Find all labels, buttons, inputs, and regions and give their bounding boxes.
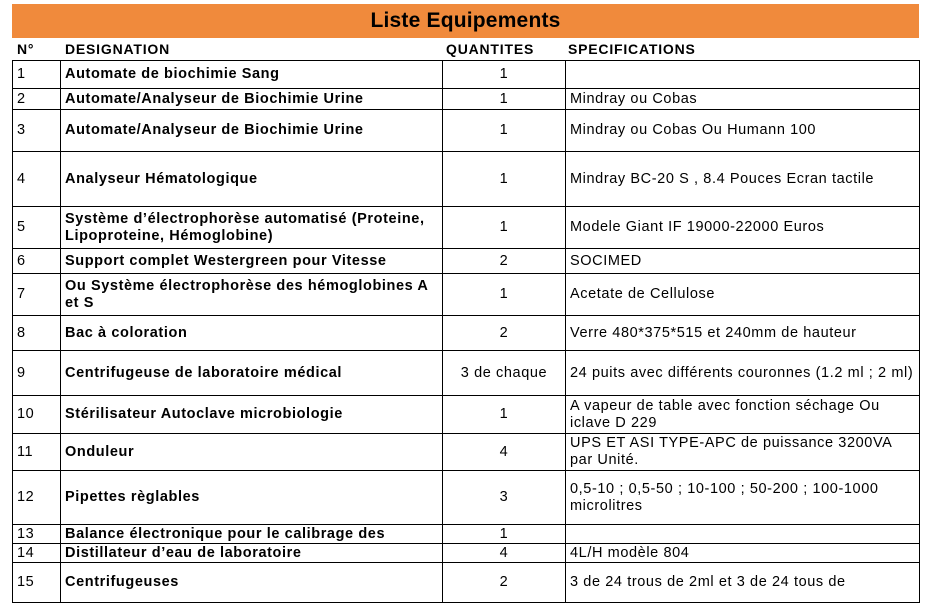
row-quantite: 1 xyxy=(443,207,566,249)
header-designation: DESIGNATION xyxy=(65,41,170,57)
row-num: 14 xyxy=(13,544,61,563)
row-specification: Verre 480*375*515 et 240mm de hauteur xyxy=(566,316,920,351)
header-num: N° xyxy=(17,41,35,57)
row-specification: Acetate de Cellulose xyxy=(566,274,920,316)
table-row xyxy=(13,316,920,351)
table-row xyxy=(13,110,920,152)
row-num: 9 xyxy=(13,351,61,396)
row-num: 5 xyxy=(13,207,61,249)
row-num: 1 xyxy=(13,61,61,89)
row-num: 15 xyxy=(13,563,61,603)
row-num: 2 xyxy=(13,89,61,110)
row-specification: SOCIMED xyxy=(566,249,920,274)
row-num: 10 xyxy=(13,396,61,434)
row-designation: Analyseur Hématologique xyxy=(61,152,443,207)
table-row xyxy=(13,152,920,207)
row-num: 3 xyxy=(13,110,61,152)
row-specification: 4L/H modèle 804 xyxy=(566,544,920,563)
table-row xyxy=(13,249,920,274)
table-row xyxy=(13,396,920,434)
row-quantite: 4 xyxy=(443,544,566,563)
row-specification: Modele Giant IF 19000-22000 Euros xyxy=(566,207,920,249)
row-specification xyxy=(566,525,920,544)
row-specification: A vapeur de table avec fonction séchage Ou iclave D 229 xyxy=(566,396,920,434)
table-row xyxy=(13,274,920,316)
row-specification: Mindray ou Cobas xyxy=(566,89,920,110)
row-quantite: 1 xyxy=(443,110,566,152)
table-header xyxy=(12,40,919,59)
row-quantite: 2 xyxy=(443,563,566,603)
row-quantite: 1 xyxy=(443,396,566,434)
header-specifications: SPECIFICATIONS xyxy=(568,41,696,57)
row-designation: Bac à coloration xyxy=(61,316,443,351)
row-quantite: 1 xyxy=(443,89,566,110)
row-quantite: 2 xyxy=(443,316,566,351)
row-specification: Mindray ou Cobas Ou Humann 100 xyxy=(566,110,920,152)
row-quantite: 4 xyxy=(443,434,566,471)
row-designation: Centrifugeuse de laboratoire médical xyxy=(61,351,443,396)
row-quantite: 3 de chaque xyxy=(443,351,566,396)
row-specification: 0,5-10 ; 0,5-50 ; 10-100 ; 50-200 ; 100-1000 microlitres xyxy=(566,471,920,525)
row-designation: Pipettes règlables xyxy=(61,471,443,525)
row-designation: Stérilisateur Autoclave microbiologie xyxy=(61,396,443,434)
equipment-table xyxy=(12,60,920,603)
row-designation: Distillateur d’eau de laboratoire xyxy=(61,544,443,563)
table-row xyxy=(13,525,920,544)
document-title: Liste Equipements xyxy=(12,4,919,38)
row-designation: Automate/Analyseur de Biochimie Urine xyxy=(61,110,443,152)
table-row xyxy=(13,351,920,396)
table-row xyxy=(13,207,920,249)
row-specification: UPS ET ASI TYPE-APC de puissance 3200VA par Unité. xyxy=(566,434,920,471)
row-num: 8 xyxy=(13,316,61,351)
row-quantite: 1 xyxy=(443,525,566,544)
row-num: 12 xyxy=(13,471,61,525)
row-designation: Support complet Westergreen pour Vitesse xyxy=(61,249,443,274)
row-designation: Automate/Analyseur de Biochimie Urine xyxy=(61,89,443,110)
table-row xyxy=(13,89,920,110)
row-specification: 24 puits avec différents couronnes (1.2 ml ; 2 ml) xyxy=(566,351,920,396)
header-quantites: QUANTITES xyxy=(446,41,535,57)
table-row xyxy=(13,471,920,525)
row-designation: Onduleur xyxy=(61,434,443,471)
row-num: 13 xyxy=(13,525,61,544)
row-quantite: 1 xyxy=(443,152,566,207)
row-designation: Balance électronique pour le calibrage des xyxy=(61,525,443,544)
row-num: 11 xyxy=(13,434,61,471)
row-specification: 3 de 24 trous de 2ml et 3 de 24 tous de xyxy=(566,563,920,603)
row-designation: Centrifugeuses xyxy=(61,563,443,603)
row-quantite: 3 xyxy=(443,471,566,525)
row-designation: Système d’électrophorèse automatisé (Proteine, Lipoproteine, Hémoglobine) xyxy=(61,207,443,249)
row-quantite: 1 xyxy=(443,274,566,316)
row-num: 7 xyxy=(13,274,61,316)
row-designation: Automate de biochimie Sang xyxy=(61,61,443,89)
table-row xyxy=(13,563,920,603)
table-row xyxy=(13,434,920,471)
table-row xyxy=(13,61,920,89)
row-quantite: 2 xyxy=(443,249,566,274)
row-num: 4 xyxy=(13,152,61,207)
row-specification: Mindray BC-20 S , 8.4 Pouces Ecran tactile xyxy=(566,152,920,207)
row-specification xyxy=(566,61,920,89)
row-quantite: 1 xyxy=(443,61,566,89)
row-num: 6 xyxy=(13,249,61,274)
table-row xyxy=(13,544,920,563)
row-designation: Ou Système électrophorèse des hémoglobines A et S xyxy=(61,274,443,316)
